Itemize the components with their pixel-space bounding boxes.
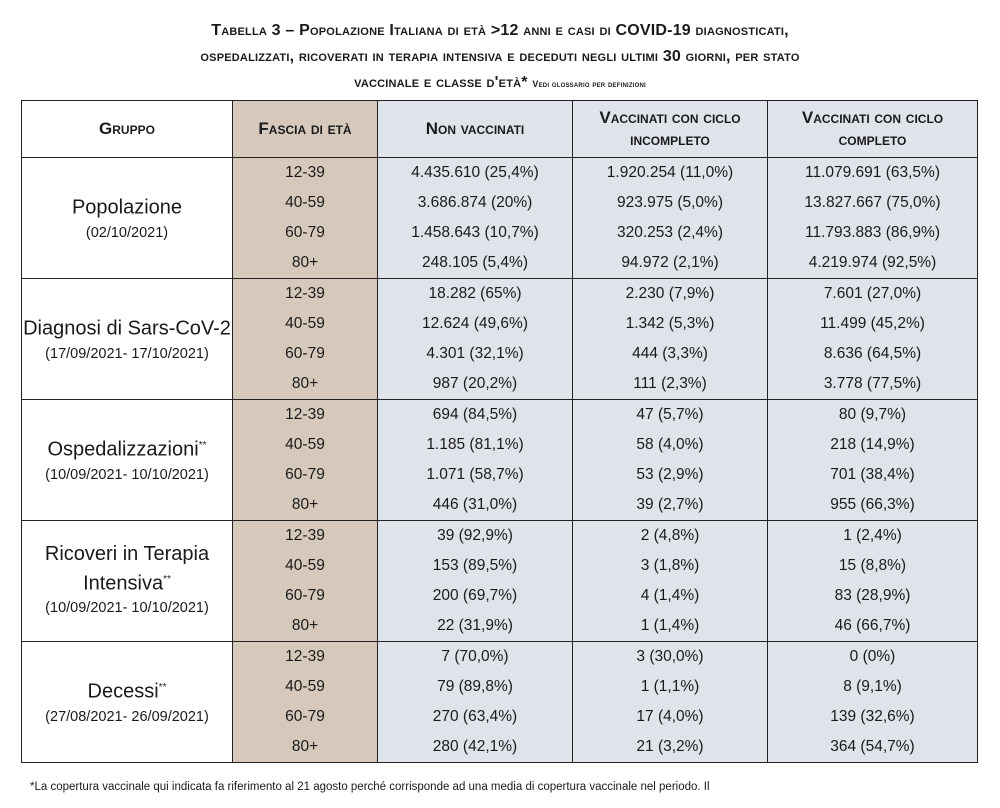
group-cell xyxy=(22,279,233,400)
complete-cell: 11.499 (45,2%) xyxy=(768,309,978,339)
complete-cell: 3.778 (77,5%) xyxy=(768,369,978,400)
unvaccinated-cell: 18.282 (65%) xyxy=(378,279,573,310)
incomplete-cell: 1 (1,1%) xyxy=(573,672,768,702)
complete-cell: 80 (9,7%) xyxy=(768,400,978,431)
age-band-cell: 12-39 xyxy=(233,642,378,673)
age-band-cell: 80+ xyxy=(233,611,378,642)
complete-cell: 13.827.667 (75,0%) xyxy=(768,188,978,218)
table-title xyxy=(20,18,980,97)
incomplete-cell: 39 (2,7%) xyxy=(573,490,768,521)
age-band-cell: 12-39 xyxy=(233,158,378,189)
title-line-3-text: vaccinale e classe d'età* xyxy=(354,74,528,91)
complete-cell: 139 (32,6%) xyxy=(768,702,978,732)
group-cell xyxy=(22,642,233,763)
group-cell xyxy=(22,158,233,279)
unvaccinated-cell: 248.105 (5,4%) xyxy=(378,248,573,279)
incomplete-cell: 2.230 (7,9%) xyxy=(573,279,768,310)
incomplete-cell: 47 (5,7%) xyxy=(573,400,768,431)
unvaccinated-cell: 7 (70,0%) xyxy=(378,642,573,673)
complete-cell: 955 (66,3%) xyxy=(768,490,978,521)
group-dates: (10/09/2021- 10/10/2021) xyxy=(45,600,209,617)
header-age-band: Fascia di età xyxy=(233,101,378,158)
incomplete-cell: 923.975 (5,0%) xyxy=(573,188,768,218)
group-cell xyxy=(22,521,233,642)
complete-cell: 46 (66,7%) xyxy=(768,611,978,642)
unvaccinated-cell: 79 (89,8%) xyxy=(378,672,573,702)
table-body xyxy=(22,158,978,763)
complete-cell: 8.636 (64,5%) xyxy=(768,339,978,369)
complete-cell: 11.079.691 (63,5%) xyxy=(768,158,978,189)
table-row xyxy=(22,400,978,431)
incomplete-cell: 94.972 (2,1%) xyxy=(573,248,768,279)
title-line-3 xyxy=(20,70,980,97)
group-label-text: Ricoveri in Terapia Intensiva xyxy=(44,542,210,595)
age-band-cell: 40-59 xyxy=(233,309,378,339)
incomplete-cell: 320.253 (2,4%) xyxy=(573,218,768,248)
incomplete-cell: 3 (1,8%) xyxy=(573,551,768,581)
data-table xyxy=(21,100,978,763)
group-dates: (02/10/2021) xyxy=(85,224,169,241)
age-band-cell: 60-79 xyxy=(233,460,378,490)
unvaccinated-cell: 22 (31,9%) xyxy=(378,611,573,642)
table-row xyxy=(22,279,978,310)
age-band-cell: 80+ xyxy=(233,369,378,400)
header-row xyxy=(22,101,978,158)
age-band-cell: 40-59 xyxy=(233,188,378,218)
group-label xyxy=(22,191,232,221)
table-row xyxy=(22,521,978,552)
incomplete-cell: 3 (30,0%) xyxy=(573,642,768,673)
incomplete-cell: 4 (1,4%) xyxy=(573,581,768,611)
complete-cell: 364 (54,7%) xyxy=(768,732,978,763)
age-band-cell: 80+ xyxy=(233,490,378,521)
title-line-2: ospedalizzati, ricoverati in terapia intensiva e deceduti negli ultimi 30 giorni, per stato xyxy=(200,48,800,65)
incomplete-cell: 17 (4,0%) xyxy=(573,702,768,732)
group-footnote-mark: ** xyxy=(198,440,207,452)
incomplete-cell: 1.342 (5,3%) xyxy=(573,309,768,339)
footnote: *La copertura vaccinale qui indicata fa riferimento al 21 agosto perché corrisponde ad una media di copertura vaccinale nel periodo. Il xyxy=(30,781,710,793)
incomplete-cell: 111 (2,3%) xyxy=(573,369,768,400)
incomplete-cell: 53 (2,9%) xyxy=(573,460,768,490)
table-row xyxy=(22,642,978,673)
unvaccinated-cell: 987 (20,2%) xyxy=(378,369,573,400)
complete-cell: 4.219.974 (92,5%) xyxy=(768,248,978,279)
title-line-1: Tabella 3 – Popolazione Italiana di età >12 anni e casi di COVID-19 diagnosticati, xyxy=(211,22,789,39)
complete-cell: 15 (8,8%) xyxy=(768,551,978,581)
header-complete: Vaccinati con ciclo completo xyxy=(768,101,978,158)
group-label xyxy=(22,542,232,597)
group-label-text: Popolazione xyxy=(71,196,183,219)
incomplete-cell: 1.920.254 (11,0%) xyxy=(573,158,768,189)
group-label-text: Ospedalizzazioni xyxy=(47,438,199,461)
table-row xyxy=(22,158,978,189)
unvaccinated-cell: 270 (63,4%) xyxy=(378,702,573,732)
unvaccinated-cell: 39 (92,9%) xyxy=(378,521,573,552)
incomplete-cell: 2 (4,8%) xyxy=(573,521,768,552)
header-unvaccinated: Non vaccinati xyxy=(378,101,573,158)
unvaccinated-cell: 280 (42,1%) xyxy=(378,732,573,763)
group-label xyxy=(22,312,232,342)
complete-cell: 8 (9,1%) xyxy=(768,672,978,702)
age-band-cell: 60-79 xyxy=(233,581,378,611)
incomplete-cell: 21 (3,2%) xyxy=(573,732,768,763)
unvaccinated-cell: 200 (69,7%) xyxy=(378,581,573,611)
unvaccinated-cell: 4.301 (32,1%) xyxy=(378,339,573,369)
age-band-cell: 80+ xyxy=(233,732,378,763)
age-band-cell: 40-59 xyxy=(233,430,378,460)
unvaccinated-cell: 1.185 (81,1%) xyxy=(378,430,573,460)
incomplete-cell: 58 (4,0%) xyxy=(573,430,768,460)
age-band-cell: 40-59 xyxy=(233,672,378,702)
header-incomplete: Vaccinati con ciclo incompleto xyxy=(573,101,768,158)
age-band-cell: 12-39 xyxy=(233,400,378,431)
group-footnote-mark: ** xyxy=(158,682,167,694)
complete-cell: 83 (28,9%) xyxy=(768,581,978,611)
unvaccinated-cell: 4.435.610 (25,4%) xyxy=(378,158,573,189)
group-label xyxy=(22,433,232,463)
unvaccinated-cell: 1.458.643 (10,7%) xyxy=(378,218,573,248)
complete-cell: 7.601 (27,0%) xyxy=(768,279,978,310)
unvaccinated-cell: 694 (84,5%) xyxy=(378,400,573,431)
complete-cell: 701 (38,4%) xyxy=(768,460,978,490)
unvaccinated-cell: 12.624 (49,6%) xyxy=(378,309,573,339)
age-band-cell: 40-59 xyxy=(233,551,378,581)
age-band-cell: 12-39 xyxy=(233,279,378,310)
group-cell xyxy=(22,400,233,521)
complete-cell: 11.793.883 (86,9%) xyxy=(768,218,978,248)
group-label-text: Decessi xyxy=(87,680,159,703)
unvaccinated-cell: 1.071 (58,7%) xyxy=(378,460,573,490)
unvaccinated-cell: 153 (89,5%) xyxy=(378,551,573,581)
group-label xyxy=(22,675,232,705)
age-band-cell: 80+ xyxy=(233,248,378,279)
glossary-note: Vedi glossario per definizioni xyxy=(532,79,646,89)
age-band-cell: 60-79 xyxy=(233,339,378,369)
complete-cell: 0 (0%) xyxy=(768,642,978,673)
age-band-cell: 12-39 xyxy=(233,521,378,552)
complete-cell: 218 (14,9%) xyxy=(768,430,978,460)
group-footnote-mark: ** xyxy=(163,573,171,585)
group-dates: (10/09/2021- 10/10/2021) xyxy=(45,466,209,483)
incomplete-cell: 1 (1,4%) xyxy=(573,611,768,642)
age-band-cell: 60-79 xyxy=(233,218,378,248)
age-band-cell: 60-79 xyxy=(233,702,378,732)
unvaccinated-cell: 446 (31,0%) xyxy=(378,490,573,521)
complete-cell: 1 (2,4%) xyxy=(768,521,978,552)
header-group: Gruppo xyxy=(22,101,233,158)
incomplete-cell: 444 (3,3%) xyxy=(573,339,768,369)
group-dates: (27/08/2021- 26/09/2021) xyxy=(45,708,209,725)
group-dates: (17/09/2021- 17/10/2021) xyxy=(45,345,209,362)
unvaccinated-cell: 3.686.874 (20%) xyxy=(378,188,573,218)
group-label-text: Diagnosi di Sars-CoV-2 xyxy=(23,317,231,340)
